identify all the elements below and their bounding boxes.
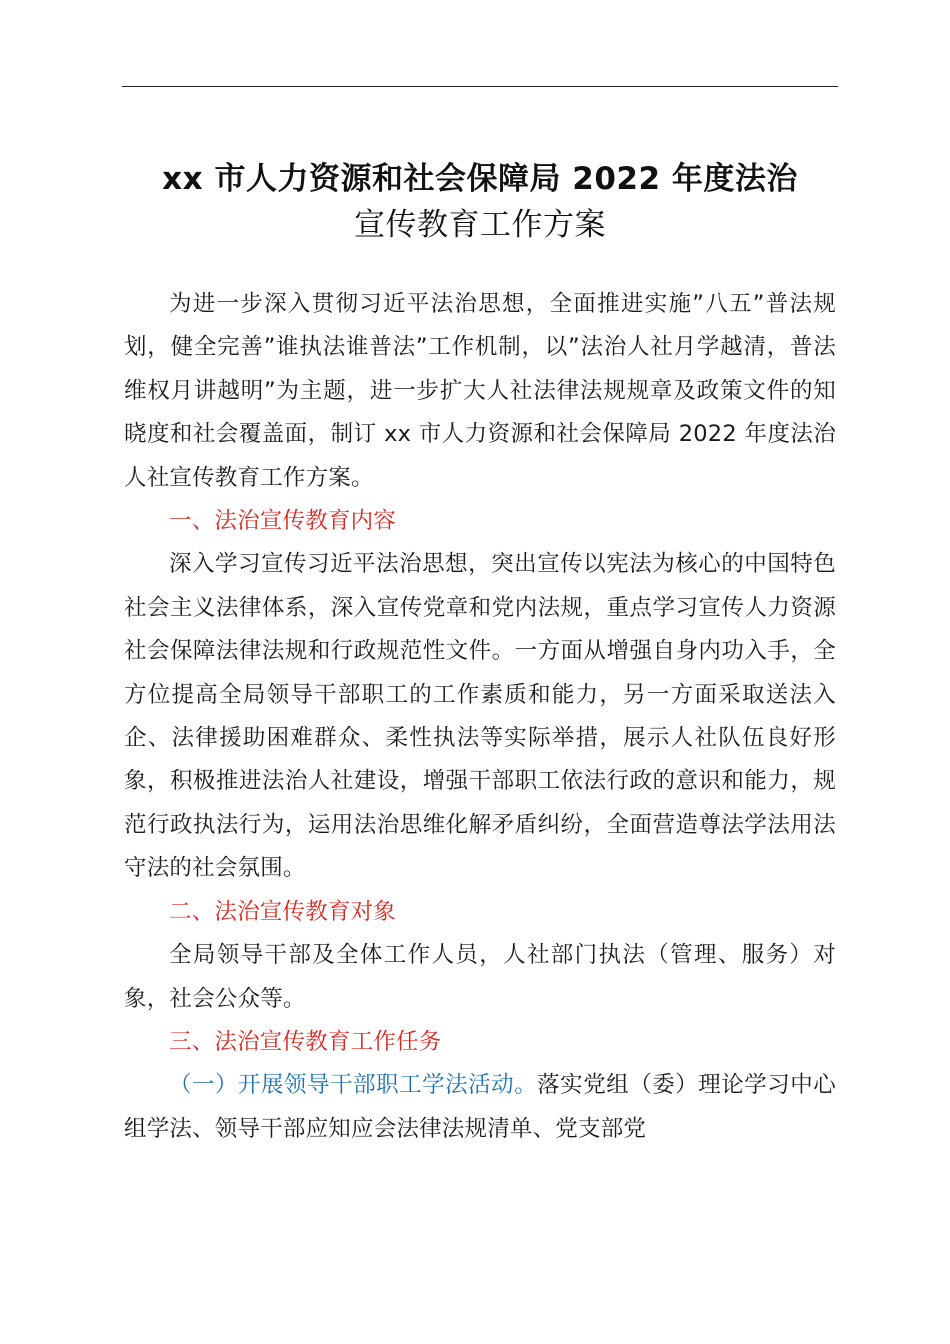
subsection-1-text: 落实党组（委）理论学习中心组学法、领导干部应知应会法律法规清单、党支部党	[124, 1072, 836, 1142]
section-1-paragraph: 深入学习宣传习近平法治思想，突出宣传以宪法为核心的中国特色社会主义法律体系，深入宣传党章和党内法规，重点学习宣传人力资源社会保障法律法规和行政规范性文件。一方面从增强自身内功入手，全方位提高全局领导干部职工的工作素质和能力，另一方面采取送法入企、法律援助困难群众、柔性执法等实际举措，展示人社队伍良好形象，积极推进法治人社建设，增强干部职工依法行政的意识和能力，规范行政执法行为，运用法治思维化解矛盾纠纷，全面营造尊法学法用法守法的社会氛围。	[124, 551, 836, 882]
section-1-heading: 一、法治宣传教育内容	[169, 508, 397, 535]
page-title	[100, 156, 860, 248]
intro-paragraph: 为进一步深入贯彻习近平法治思想，全面推进实施”八五”普法规划，健全完善”谁执法谁普法”工作机制，以”法治人社月学越清，普法维权月讲越明”为主题，进一步扩大人社法律法规规章及政策文件的知晓度和社会覆盖面，制订 xx 市人力资源和社会保障局 2022 年度法治人社宣传教育工作方案。	[124, 291, 836, 491]
page-title-line-1: xx 市人力资源和社会保障局 2022 年度法治	[162, 161, 798, 197]
subsection-1-heading: （一）开展领导干部职工学法活动。	[169, 1072, 538, 1099]
page-title-line-2: 宣传教育工作方案	[354, 207, 606, 243]
document-body	[124, 283, 836, 1151]
section-2-paragraph: 全局领导干部及全体工作人员，人社部门执法（管理、服务）对象，社会公众等。	[124, 942, 836, 1012]
section-2-heading: 二、法治宣传教育对象	[169, 898, 397, 925]
section-3-heading: 三、法治宣传教育工作任务	[169, 1028, 442, 1055]
header-rule	[122, 86, 838, 87]
subsection-1-paragraph	[124, 1064, 836, 1151]
